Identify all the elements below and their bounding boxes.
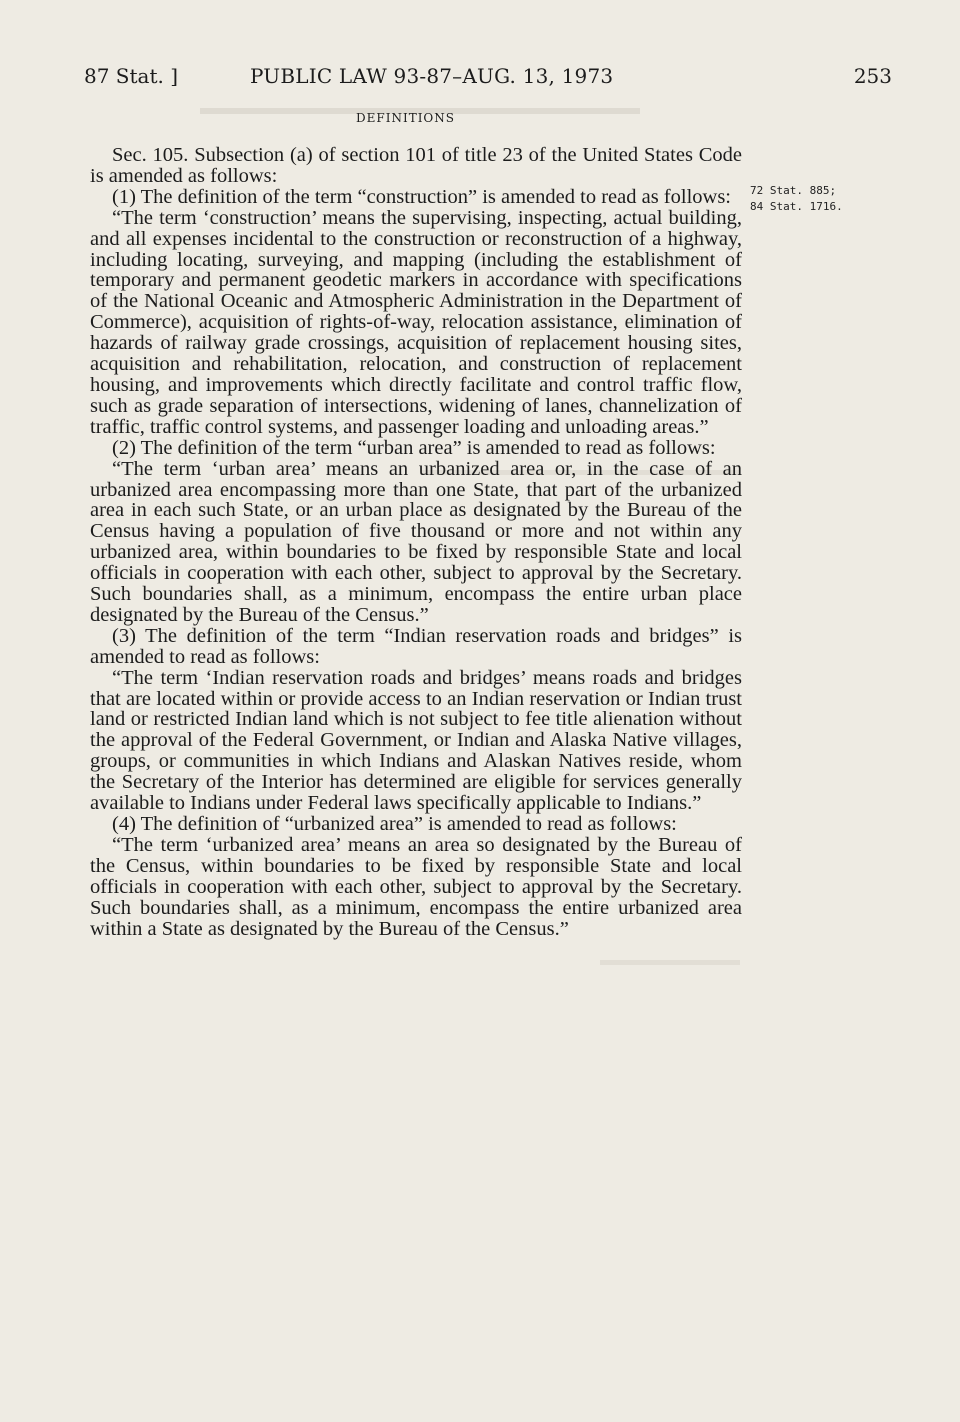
- section-body: [90, 145, 742, 939]
- clause-1: (1) The definition of the term “construction” is amended to read as follows:: [112, 185, 731, 208]
- clause-3-text: “The term ‘Indian reservation roads and bridges’ means roads and bridges that are located within or provide access to an Indian reservation or Indian trust land or restricted Indian land which is not subject to fee title alienation without the approval of the Federal Government, or Indian and Alaska Native villages, groups, or communities in which Indians and Alaskan Natives reside, whom the Secretary of the Interior has determined are eligible for services generally available to Indians under Federal laws specifically applicable to Indians.”: [90, 666, 742, 815]
- margin-citations: [750, 183, 843, 215]
- bleed-through-line: [600, 960, 740, 965]
- clause-3: (3) The definition of the term “Indian reservation roads and bridges” is amended to read as follows:: [90, 624, 742, 668]
- clause-1-text: “The term ‘construction’ means the supervising, inspecting, actual building, and all expenses incidental to the construction or reconstruction of a highway, including locating, surveying, and mapping (including the establishment of temporary and permanent geodetic markers in accordance with specifications of the National Oceanic and Atmospheric Administration in the Department of Commerce), acquisition of rights-of-way, relocation assistance, elimination of hazards of railway grade crossings, acquisition of replacement housing sites, acquisition and rehabilitation, relocation, and construction of replacement housing, and improvements which directly facilitate and control traffic flow, such as grade separation of intersections, widening of lanes, channelization of traffic, traffic control systems, and passenger loading and unloading areas.”: [90, 206, 742, 438]
- section-title: DEFINITIONS: [356, 111, 455, 125]
- clause-4: (4) The definition of “urbanized area” is amended to read as follows:: [112, 813, 677, 835]
- margin-citation: 72 Stat. 885;: [750, 184, 837, 197]
- clause-4-text: “The term ‘urbanized area’ means an area so designated by the Bureau of the Census, within boundaries to be fixed by responsible State and local officials in cooperation with each other, subject to approval by the Secretary. Such boundaries shall, as a minimum, encompass the entire urbanized area within a State as designated by the Bureau of the Census.”: [90, 833, 742, 940]
- page-number: 253: [853, 64, 892, 88]
- volume-reference: 87 Stat. ]: [84, 64, 179, 88]
- clause-2-text: “The term ‘urban area’ means an urbanized area or, in the case of an urbanized area encompassing more than one State, that part of the urbanized area in each such State, or an urban place as designated by the Bureau of the Census having a population of five thousand or more and not within any urbanized area, within boundaries to be fixed by responsible State and local officials in cooperation with each other, subject to approval by the Secretary. Such boundaries shall, as a minimum, encompass the entire urban place designated by the Bureau of the Census.”: [90, 457, 742, 626]
- section-intro: Sec. 105. Subsection (a) of section 101 of title 23 of the United States Code is amended as follows:: [90, 144, 742, 187]
- clause-2: (2) The definition of the term “urban area” is amended to read as follows:: [112, 436, 716, 459]
- page-header: [84, 64, 892, 88]
- margin-citation: 84 Stat. 1716.: [750, 200, 843, 213]
- law-title: PUBLIC LAW 93-87–AUG. 13, 1973: [250, 64, 614, 88]
